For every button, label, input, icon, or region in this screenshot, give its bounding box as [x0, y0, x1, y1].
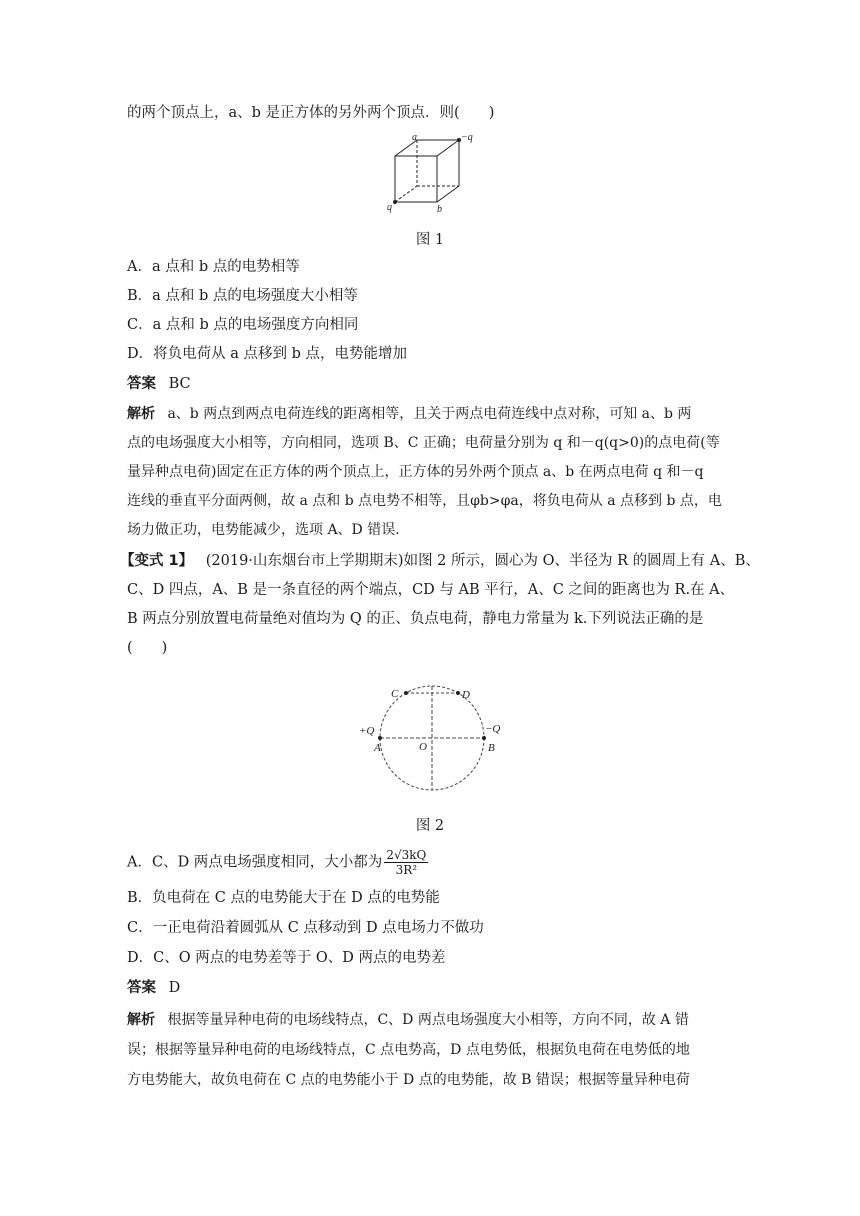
q1-option-c: C．a 点和 b 点的电场强度方向相同 — [127, 317, 359, 333]
label-B: B — [488, 742, 495, 754]
point-d — [456, 691, 460, 695]
label-neg-Q: −Q — [485, 723, 501, 735]
q2-answer-row — [127, 978, 737, 998]
label-pos-Q: +Q — [359, 725, 375, 737]
fraction: $\frac{2√3kQ}{\text{3R²}}$ — [386, 848, 427, 877]
q1-answer-label: 答案 — [127, 376, 156, 392]
q2-analysis-line-3: 方电势能大，故负电荷在 C 点的电势能小于 D 点的电势能，故 B 错误；根据等量异种电荷 — [127, 1072, 690, 1088]
cube-front-face — [395, 156, 437, 202]
q2-option-b: B．负电荷在 C 点的电势能大于在 D 点的电势能 — [127, 890, 440, 906]
label-A: A — [374, 742, 381, 754]
q2-option-d: D．C、O 两点的电势差等于 O、D 两点的电势差 — [127, 950, 446, 966]
point-a — [378, 736, 382, 740]
label-neg-q: −q — [461, 132, 473, 143]
point-c — [404, 691, 408, 695]
intro-line: 的两个顶点上，a、b 是正方体的另外两个顶点．则( ) — [127, 105, 495, 121]
q1-answer-value: BC — [168, 376, 191, 392]
label-q: q — [387, 202, 392, 213]
q2-analysis-label: 解析 — [127, 1012, 155, 1028]
variant-tag: 【变式 1】 — [120, 553, 194, 569]
label-b: b — [437, 204, 442, 215]
variant-stem-line-3: B 两点分别放置电荷量绝对值均为 Q 的正、负点电荷，静电力常量为 k.下列说法正确的是 — [127, 611, 704, 627]
charge-q-dot — [393, 200, 397, 204]
q1-analysis-line-1: 解析 a、b 两点到两点电荷连线的距离相等，且关于两点电荷连线中点对称，可知 a、b 两 — [127, 406, 692, 422]
q2-answer-label: 答案 — [127, 980, 156, 996]
q1-analysis-line-3: 量异种点电荷)固定在正方体的两个顶点上，正方体的另外两个顶点 a、b 在两点电荷 q 和－q — [127, 464, 704, 480]
variant-stem-line-4: ( ) — [127, 640, 168, 656]
q1-option-b: B．a 点和 b 点的电场强度大小相等 — [127, 288, 358, 304]
q1-analysis-line-4: 连线的垂直平分面两侧，故 a 点和 b 点电势不相等，且φb>φa，将负电荷从 a 点移到 b 点，电 — [127, 493, 722, 509]
q1-answer-row — [127, 374, 737, 394]
q2-option-c: C．一正电荷沿着圆弧从 C 点移动到 D 点电场力不做功 — [127, 920, 484, 936]
q2-answer-value: D — [168, 980, 181, 996]
label-C: C — [391, 688, 399, 700]
variant-stem-line-2: C、D 四点，A、B 是一条直径的两个端点，CD 与 AB 平行，A、C 之间的距离也为 R.在 A、 — [127, 582, 735, 598]
variant-stem-line-1: 【变式 1】 (2019·山东烟台市上学期期末)如图 2 所示，圆心为 O、半径为 R 的圆周上有 A、B、 — [120, 553, 760, 569]
q1-analysis-line-5: 场力做正功，电势能减少，选项 A、D 错误． — [127, 522, 410, 538]
label-D: D — [462, 689, 470, 701]
cube-figure — [385, 132, 485, 216]
label-O: O — [419, 741, 427, 753]
label-a: a — [412, 132, 417, 143]
q2-analysis-line-1: 解析 根据等量异种电荷的电场线特点，C、D 两点电场强度大小相等，方向不同，故 A 错 — [127, 1012, 689, 1028]
q2-option-a: A．C、D 两点电场强度相同，大小都为 $\frac{2√3kQ}{\text{3R²}}$ — [127, 848, 427, 877]
q1-analysis-label: 解析 — [127, 406, 155, 422]
q1-option-a: A．a 点和 b 点的电势相等 — [127, 259, 300, 275]
q1-option-d: D．将负电荷从 a 点移到 b 点，电势能增加 — [127, 346, 407, 362]
q1-analysis-line-2: 点的电场强度大小相等，方向相同，选项 B、C 正确；电荷量分别为 q 和－q(q>0)的点电荷(等 — [127, 435, 720, 451]
q2-analysis-line-2: 误；根据等量异种电荷的电场线特点，C 点电势高，D 点电势低，根据负电荷在电势低的地 — [127, 1042, 690, 1058]
circle-figure — [355, 680, 515, 800]
figure2-caption: 图 2 — [415, 818, 445, 834]
point-b — [482, 736, 486, 740]
figure1-caption: 图 1 — [415, 232, 445, 248]
